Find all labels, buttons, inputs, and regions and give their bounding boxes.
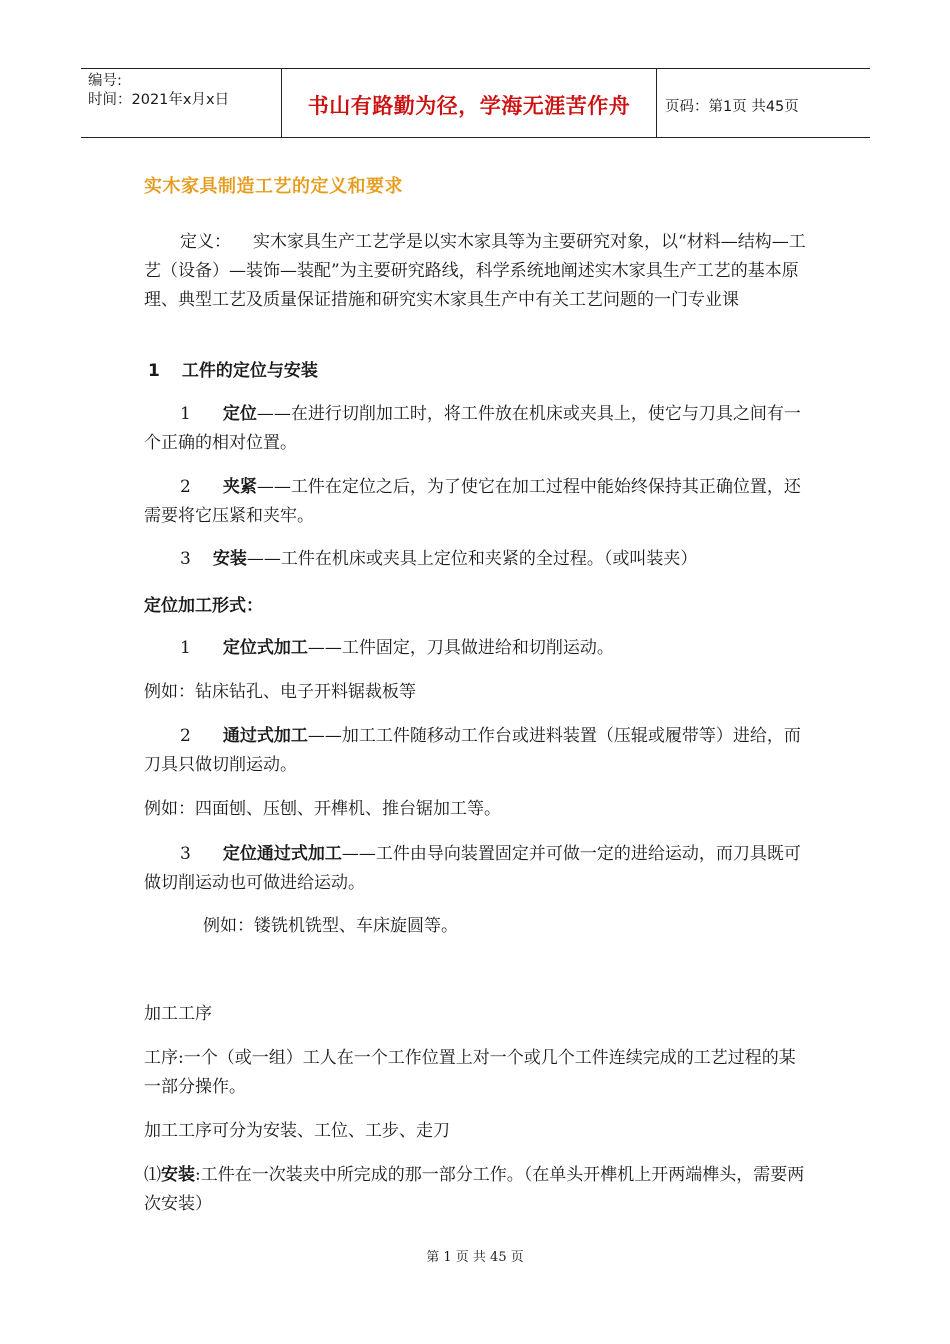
item-text: ——加工工件随移动工作台或进料装置（压辊或履带等）进给，而刀具只做切削运动。 <box>144 726 801 775</box>
motto-text: 书山有路勤为径，学海无涯苦作舟 <box>307 94 631 118</box>
item-number: 1 <box>180 638 191 658</box>
process-heading: 加工工序 <box>144 1004 212 1024</box>
process-definition: 工序:一个（或一组）工人在一个工作位置上对一个或几个工件连续完成的工艺过程的某一部分操作。 <box>144 1048 796 1097</box>
item-term: 定位 <box>222 404 257 424</box>
list-item <box>144 545 809 574</box>
item-text: ——工件在机床或夹具上定位和夹紧的全过程。（或叫装夹） <box>246 549 698 569</box>
item-term: 夹紧 <box>222 477 257 497</box>
section1-title: 工件的定位与安装 <box>181 361 318 381</box>
item-text: ——工件在定位之后，为了使它在加工过程中能始终保持其正确位置，还需要将它压紧和夹牢。 <box>144 477 801 526</box>
page-footer: 第 1 页 共 45 页 <box>426 1250 524 1265</box>
item-number: 2 <box>180 726 191 746</box>
item-term: 定位通过式加工 <box>222 844 342 864</box>
list-item <box>144 473 809 531</box>
definition-label: 定义： <box>180 232 231 252</box>
example-text: 例如：钻床钻孔、电子开料锯裁板等 <box>144 682 416 702</box>
list-item <box>144 840 809 898</box>
date-label: 时间：2021年x月x日 <box>88 92 230 108</box>
section1-number: 1 <box>148 361 160 381</box>
item-text: ——在进行切削加工时，将工件放在机床或夹具上，使它与刀具之间有一个正确的相对位置。 <box>144 404 801 453</box>
item-number: 2 <box>180 477 191 497</box>
example-text: 例如：四面刨、压刨、开榫机、推台锯加工等。 <box>144 799 501 819</box>
document-header <box>81 68 870 138</box>
process-division: 加工工序可分为安装、工位、工步、走刀 <box>144 1121 450 1141</box>
number-label: 编号: <box>88 73 122 89</box>
list-item <box>144 634 809 663</box>
item-text: :工件在一次装夹中所完成的那一部分工作。（在单头开榫机上开两端榫头，需要两次安装） <box>144 1165 805 1214</box>
page-label: 页码：第1页 共45页 <box>665 98 799 115</box>
document-title: 实木家具制造工艺的定义和要求 <box>144 176 403 197</box>
item-term: 通过式加工 <box>222 726 308 746</box>
item-marker: ⑴ <box>144 1165 161 1185</box>
item-text: ——工件由导向装置固定并可做一定的进给运动，而刀具既可做切削运动也可做进给运动。 <box>144 844 801 893</box>
item-term: 安装 <box>161 1165 195 1185</box>
list-item <box>144 722 809 780</box>
header-center-cell <box>281 69 657 137</box>
item-number: 3 <box>180 844 191 864</box>
item-text: ——工件固定，刀具做进给和切削运动。 <box>307 638 614 658</box>
item-number: 3 <box>180 549 191 569</box>
item-term: 安装 <box>212 549 247 569</box>
definition-paragraph <box>144 228 809 315</box>
process-item-1 <box>144 1161 809 1219</box>
forms-heading: 定位加工形式： <box>144 596 263 616</box>
example-text: 例如：镂铣机铣型、车床旋圆等。 <box>203 916 458 936</box>
item-term: 定位式加工 <box>222 638 308 658</box>
list-item <box>144 400 809 458</box>
section1-heading <box>148 357 813 386</box>
item-number: 1 <box>180 404 191 424</box>
header-left-cell <box>81 69 281 137</box>
definition-text: 实木家具生产工艺学是以实木家具等为主要研究对象，以“材料—结构—工艺（设备）—装饰—装配”为主要研究路线，科学系统地阐述实木家具生产工艺的基本原理、典型工艺及质量保证措施和研究实木家具生产中有关工艺问题的一门专业课 <box>144 232 806 310</box>
header-right-cell <box>657 69 870 137</box>
